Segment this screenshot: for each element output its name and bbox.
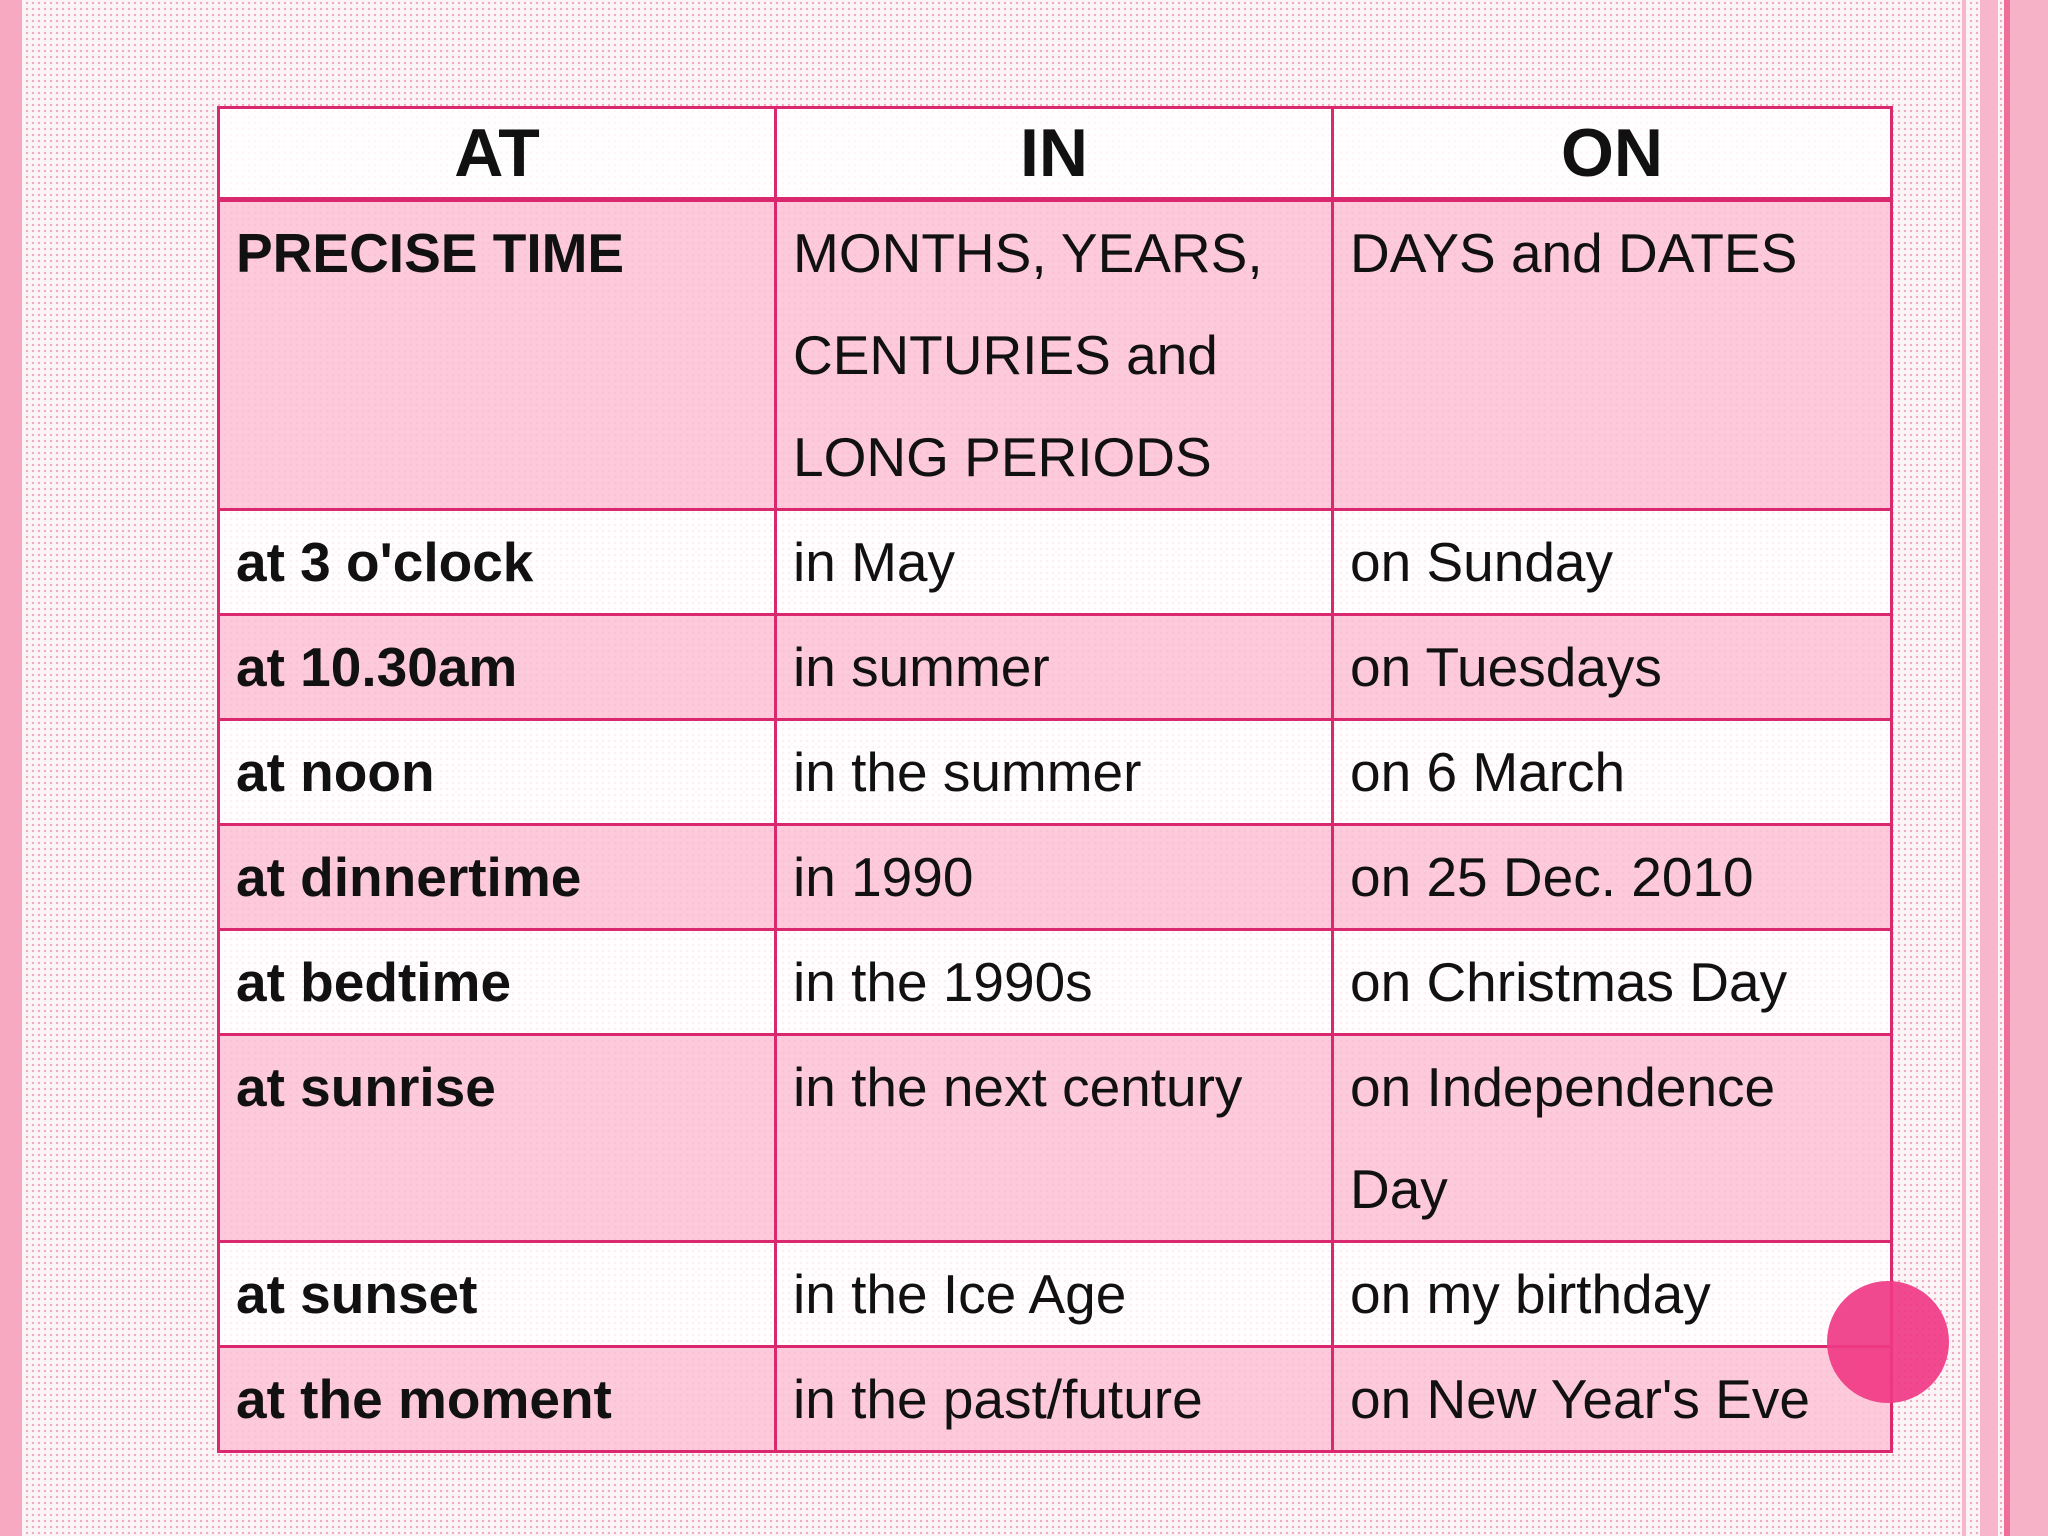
right-decorative-stripe (2010, 0, 2048, 1536)
cell-at: at bedtime (219, 930, 776, 1035)
header-at: AT (219, 108, 776, 200)
cell-on: on 25 Dec. 2010 (1333, 825, 1892, 930)
cell-at: at sunrise (219, 1035, 776, 1242)
right-decorative-stripe (1980, 0, 1998, 1536)
cell-on: on Christmas Day (1333, 930, 1892, 1035)
cell-on: on Independence Day (1333, 1035, 1892, 1242)
table-row (219, 615, 1892, 720)
cell-at: at sunset (219, 1242, 776, 1347)
table-row (219, 1242, 1892, 1347)
cell-at: at the moment (219, 1347, 776, 1452)
cell-on: on 6 March (1333, 720, 1892, 825)
category-in: MONTHS, YEARS, CENTURIES and LONG PERIODS (776, 200, 1333, 510)
cell-in: in 1990 (776, 825, 1333, 930)
cell-at: at noon (219, 720, 776, 825)
cell-on: on New Year's Eve (1333, 1347, 1892, 1452)
header-in: IN (776, 108, 1333, 200)
right-decorative-stripe (1962, 0, 1966, 1536)
cell-in: in May (776, 510, 1333, 615)
table-row (219, 1347, 1892, 1452)
header-on: ON (1333, 108, 1892, 200)
cell-at: at 3 o'clock (219, 510, 776, 615)
cell-in: in the Ice Age (776, 1242, 1333, 1347)
category-on: DAYS and DATES (1333, 200, 1892, 510)
cell-in: in the past/future (776, 1347, 1333, 1452)
table-row (219, 930, 1892, 1035)
category-at: PRECISE TIME (219, 200, 776, 510)
table-row (219, 510, 1892, 615)
prepositions-of-time-table (217, 106, 1893, 1453)
category-row (219, 200, 1892, 510)
left-decorative-bar (0, 0, 22, 1536)
decorative-circle (1827, 1281, 1949, 1403)
cell-at: at 10.30am (219, 615, 776, 720)
cell-on: on my birthday (1333, 1242, 1892, 1347)
table-row (219, 1035, 1892, 1242)
cell-on: on Sunday (1333, 510, 1892, 615)
cell-at: at dinnertime (219, 825, 776, 930)
cell-in: in the 1990s (776, 930, 1333, 1035)
cell-in: in the next century (776, 1035, 1333, 1242)
table-row (219, 825, 1892, 930)
cell-in: in summer (776, 615, 1333, 720)
table-row (219, 720, 1892, 825)
cell-on: on Tuesdays (1333, 615, 1892, 720)
cell-in: in the summer (776, 720, 1333, 825)
header-row (219, 108, 1892, 200)
